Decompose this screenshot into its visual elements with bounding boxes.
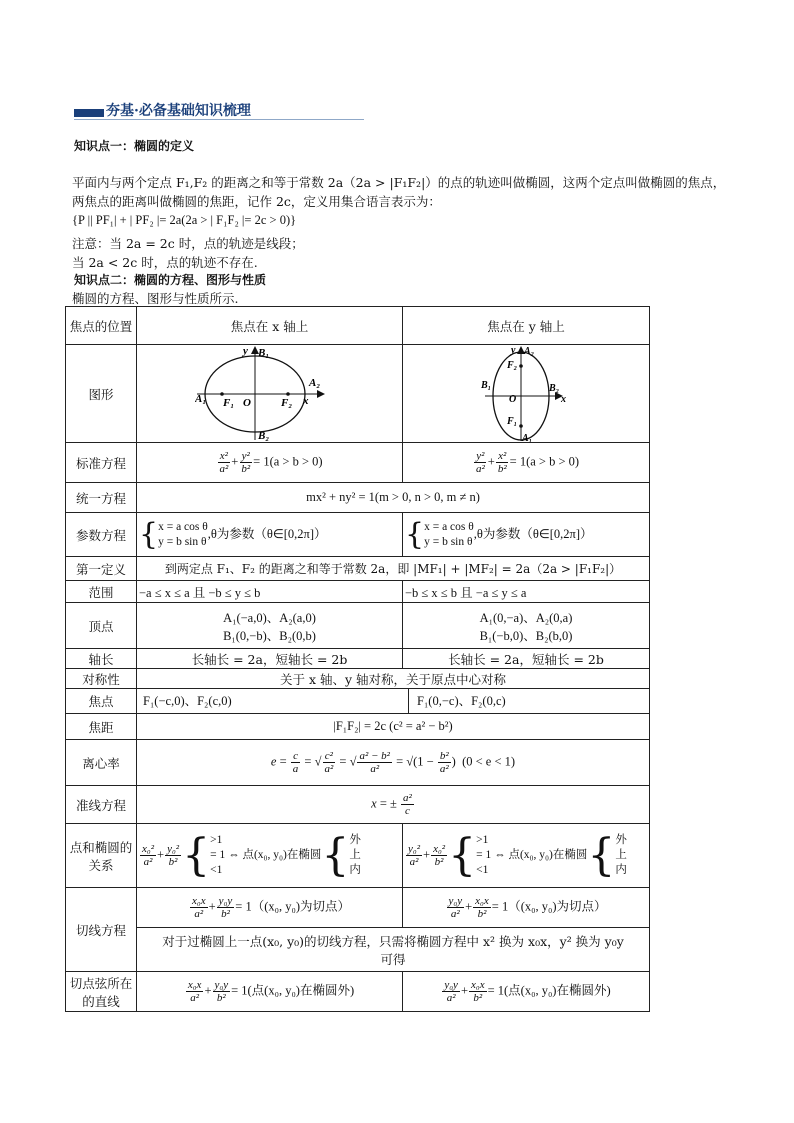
svg-text:O: O <box>242 396 251 409</box>
kp2-heading: 知识点二：椭圆的方程、图形与性质 <box>74 273 267 287</box>
std-eq-x: $\frac{\text{x²}}{\text{a²}}$ + $\frac{\text{y²}}{\text{b²}}$ = 1(a > b > 0) <box>137 443 403 483</box>
graph-x-ellipse <box>137 345 403 443</box>
svg-text:B₂: B₂ <box>549 382 560 394</box>
svg-text:F₂: F₂ <box>507 359 518 371</box>
axis-x: 长轴长 = 2a，短轴长 = 2b <box>137 649 403 669</box>
header-x-axis: 焦点在 x 轴上 <box>137 307 403 345</box>
svg-text:F₁: F₁ <box>222 396 234 409</box>
tangent-y: $\frac{\text{y₀y}}{\text{a²}}$ + $\frac{\text{x₀x}}{\text{b²}}$ = 1（(x₀, y₀)为切点） <box>403 888 650 928</box>
vertex-x <box>137 603 403 649</box>
kp1-note-2: 当 2a < 2c 时，点的轨迹不存在. <box>72 255 258 270</box>
row-axis <box>66 649 650 669</box>
label-range: 范围 <box>66 581 137 603</box>
range-y: −b ≤ x ≤ b 且 −a ≤ y ≤ a <box>403 581 650 603</box>
kp1-paragraph: 平面内与两个定点 F₁,F₂ 的距离之和等于常数 2a（2a > |F₁F₂|）的点的轨迹叫做椭圆，这两个定点叫做椭圆的焦点，两焦点的距离叫做椭圆的焦距，记作 2c，定义用集合语言表示为： <box>72 175 726 209</box>
param-y-line1: x = a cos θ <box>424 520 474 533</box>
row-unified <box>66 483 650 513</box>
label-parametric: 参数方程 <box>66 513 137 557</box>
chord-y-tail: = 1(点(x₀, y₀)在椭圆外) <box>487 983 611 998</box>
kp1-note-1: 注意：当 2a = 2c 时，点的轨迹是线段； <box>72 236 304 251</box>
focus-x: F₁(−c,0)、F₂(c,0) <box>137 689 409 713</box>
pos-x-on: 上 <box>349 849 361 861</box>
label-vertex: 顶点 <box>66 603 137 649</box>
svg-text:y: y <box>242 345 248 357</box>
header-rule <box>74 119 364 120</box>
symmetry-text: 关于 x 轴、y 轴对称，关于原点中心对称 <box>137 669 650 689</box>
svg-text:B₂: B₂ <box>257 429 269 442</box>
label-graph: 图形 <box>66 345 137 443</box>
vertex-x-a: A₁(−a,0)、A₂(a,0) <box>223 610 316 625</box>
pos-x-lt: <1 <box>210 864 223 876</box>
row-directrix <box>66 786 650 824</box>
svg-text:A₁: A₁ <box>522 432 533 442</box>
svg-text:F₂: F₂ <box>280 396 292 409</box>
ecc-range: (0 < e < 1) <box>462 754 516 769</box>
vertex-y-b: B₁(−b,0)、B₂(b,0) <box>479 628 573 643</box>
std-eq-y: $\frac{\text{y²}}{\text{a²}}$ + $\frac{\text{x²}}{\text{b²}}$ = 1(a > b > 0) <box>403 443 650 483</box>
row-symmetry <box>66 669 650 689</box>
svg-text:A₂: A₂ <box>524 345 535 357</box>
chord-y: $\frac{\text{y₀y}}{\text{a²}}$ + $\frac{\text{x₀x}}{\text{b²}}$ = 1(点(x₀, y₀)在椭圆外) <box>403 972 650 1012</box>
row-vertex <box>66 603 650 649</box>
svg-text:x: x <box>302 394 308 407</box>
pos-x-eq: = 1 ⇔ 点(x₀, y₀)在椭圆 <box>210 849 322 861</box>
tangent-note: 对于过椭圆上一点(x₀, y₀)的切线方程，只需将椭圆方程中 x² 换为 x₀x，y² 换为 y₀y 可得 <box>137 928 650 972</box>
svg-text:B₁: B₁ <box>257 346 269 359</box>
section-header <box>74 98 364 122</box>
pos-x-in: 内 <box>349 864 361 876</box>
eccentricity-formula: e = $\frac{c}{a}$ = √ $\frac{\text{c²}}{\text{a²}}$ = √ $\frac{\text{a² − b²}}{\text{a²}}$ = √(1 − $\frac{\text{b²}}{\text{a²}}$ ) (0 < e < 1) <box>137 740 650 786</box>
label-focal-distance: 焦距 <box>66 714 137 740</box>
svg-text:y: y <box>511 345 516 356</box>
focus-cells <box>137 689 650 714</box>
pos-y-out: 外 <box>615 834 627 846</box>
std-cond-y: = 1(a > b > 0) <box>509 454 580 469</box>
section-title: 夯基·必备基础知识梳理 <box>106 103 251 119</box>
tangent-x-tail: = 1（(x₀, y₀)为切点） <box>235 899 350 914</box>
label-standard-equation: 标准方程 <box>66 443 137 483</box>
label-focus: 焦点 <box>66 689 137 714</box>
pos-y-lt: <1 <box>476 864 489 876</box>
row-standard-equation <box>66 443 650 483</box>
kp2-intro: 椭圆的方程、图形与性质所示. <box>72 291 239 306</box>
row-range <box>66 581 650 603</box>
label-tangent: 切线方程 <box>66 888 137 972</box>
row-tangent <box>66 888 650 928</box>
pos-x-gt: >1 <box>210 834 223 846</box>
range-x: −a ≤ x ≤ a 且 −b ≤ y ≤ b <box>137 581 403 603</box>
param-x-tail: ,θ为参数（θ∈[0,2π]） <box>207 526 327 541</box>
graph-y-ellipse <box>403 345 650 443</box>
svg-text:O: O <box>509 393 517 405</box>
pos-x-out: 外 <box>349 834 361 846</box>
param-x-line2: y = b sin θ <box>158 535 207 548</box>
param-x-line1: x = a cos θ <box>158 520 208 533</box>
label-axis: 轴长 <box>66 649 137 669</box>
kp1-heading: 知识点一：椭圆的定义 <box>74 139 195 153</box>
param-y: { x = a cos θ y = b sin θ ,θ为参数（θ∈[0,2π]） <box>403 513 650 557</box>
pos-y-gt: >1 <box>476 834 489 846</box>
row-position <box>66 824 650 888</box>
row-focal-distance <box>66 714 650 740</box>
vertex-y-a: A₁(0,−a)、A₂(0,a) <box>479 610 573 625</box>
row-definition <box>66 557 650 581</box>
row-focus <box>66 689 650 714</box>
kp1-set: {P || PF₁| + | PF₂ |= 2a(2a > | F₁F₂ |= 2c > 0)} <box>72 213 297 227</box>
pos-y-on: 上 <box>615 849 627 861</box>
vertex-y <box>403 603 650 649</box>
chord-x: $\frac{\text{x₀x}}{\text{a²}}$ + $\frac{\text{y₀y}}{\text{b²}}$ = 1(点(x₀, y₀)在椭圆外) <box>137 972 403 1012</box>
label-unified: 统一方程 <box>66 483 137 513</box>
row-chord <box>66 972 650 1012</box>
definition-text: 到两定点 F₁、F₂ 的距离之和等于常数 2a，即 |MF₁| + |MF₂| = 2a（2a > |F₁F₂|） <box>137 557 650 581</box>
header-bar <box>74 109 104 117</box>
svg-text:A₁: A₁ <box>194 392 206 405</box>
directrix-formula: x = ± $\frac{\text{a²}}{c}$ <box>137 786 650 824</box>
pos-y-eq: = 1 ⇔ 点(x₀, y₀)在椭圆 <box>476 849 588 861</box>
label-symmetry: 对称性 <box>66 669 137 689</box>
label-focus-position: 焦点的位置 <box>66 307 137 345</box>
row-header <box>66 307 650 345</box>
vertex-x-b: B₁(0,−b)、B₂(0,b) <box>223 628 316 643</box>
focal-distance: |F₁F₂| = 2c (c² = a² − b²) <box>137 714 650 740</box>
param-y-line2: y = b sin θ <box>424 535 473 548</box>
chord-x-tail: = 1(点(x₀, y₀)在椭圆外) <box>231 983 355 998</box>
row-eccentricity <box>66 740 650 786</box>
pos-y-in: 内 <box>615 864 627 876</box>
row-graph <box>66 345 650 443</box>
label-directrix: 准线方程 <box>66 786 137 824</box>
std-cond-x: = 1(a > b > 0) <box>253 454 323 469</box>
param-y-tail: ,θ为参数（θ∈[0,2π]） <box>473 526 593 541</box>
label-position: 点和椭圆的关系 <box>66 824 137 888</box>
row-parametric <box>66 513 650 557</box>
param-x: { x = a cos θ y = b sin θ ,θ为参数（θ∈[0,2π]） <box>137 513 403 557</box>
label-definition: 第一定义 <box>66 557 137 581</box>
svg-text:F₁: F₁ <box>507 415 518 427</box>
axis-y: 长轴长 = 2a，短轴长 = 2b <box>403 649 650 669</box>
header-y-axis: 焦点在 y 轴上 <box>403 307 650 345</box>
svg-text:A₂: A₂ <box>308 376 320 389</box>
svg-text:B₁: B₁ <box>481 379 492 391</box>
svg-text:x: x <box>561 393 566 405</box>
position-y: $\frac{\text{y₀²}}{\text{a²}}$ + $\frac{\text{x₀²}}{\text{b²}}$ { >1 = 1 ⇔ 点(x₀, y₀)在椭圆 <1 { 外 上 内 <box>403 824 650 888</box>
focus-y: F₁(0,−c)、F₂(0,c) <box>417 694 506 708</box>
tangent-y-tail: = 1（(x₀, y₀)为切点） <box>491 899 607 914</box>
unified-equation: mx² + ny² = 1(m > 0, n > 0, m ≠ n) <box>137 483 650 513</box>
tangent-x: $\frac{\text{x₀x}}{\text{a²}}$ + $\frac{\text{y₀y}}{\text{b²}}$ = 1（(x₀, y₀)为切点） <box>137 888 403 928</box>
label-eccentricity: 离心率 <box>66 740 137 786</box>
label-chord: 切点弦所在的直线 <box>66 972 137 1012</box>
properties-table <box>65 306 650 1012</box>
row-tangent-note <box>66 928 650 972</box>
position-x: $\frac{\text{x₀²}}{\text{a²}}$ + $\frac{\text{y₀²}}{\text{b²}}$ { >1 = 1 ⇔ 点(x₀, y₀)在椭圆 <1 { 外 上 内 <box>137 824 403 888</box>
